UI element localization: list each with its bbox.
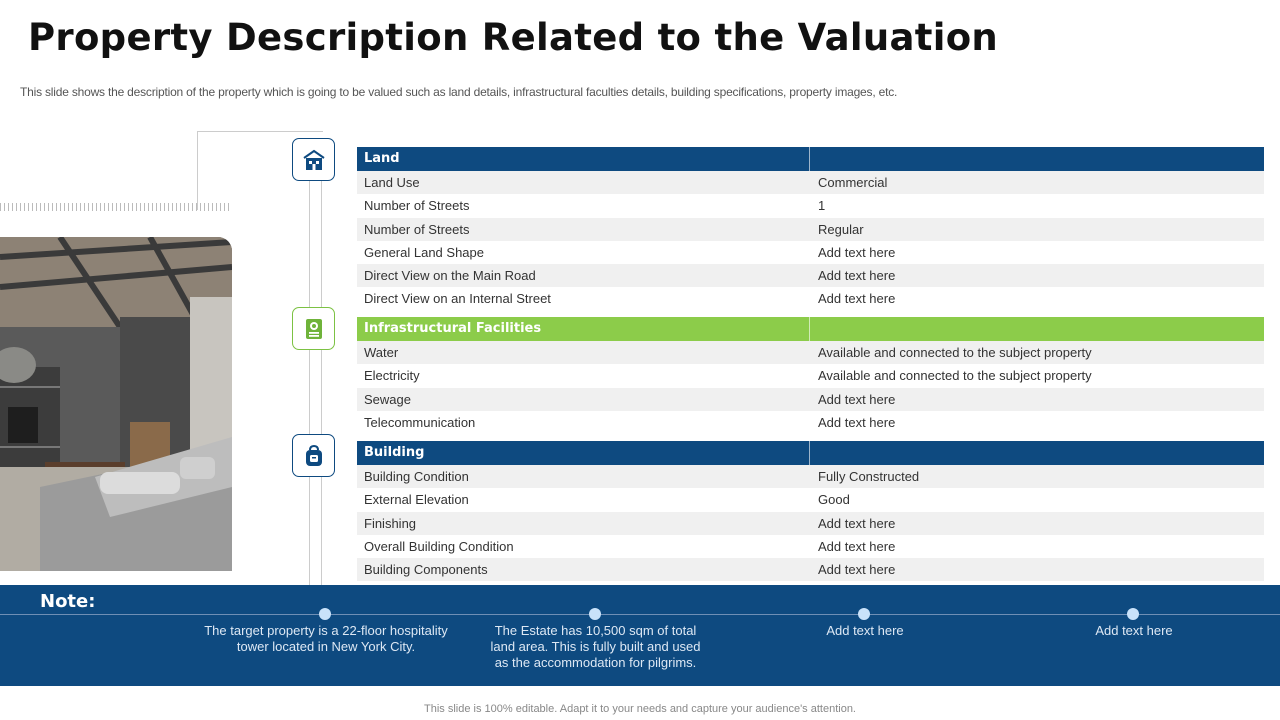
infrastructure-section-title: Infrastructural Facilities <box>357 317 810 341</box>
table-row <box>357 241 1264 264</box>
table-row <box>357 388 1264 411</box>
note-dot <box>1127 608 1139 620</box>
row-value: 1 <box>818 198 826 214</box>
row-label: External Elevation <box>364 492 469 508</box>
page-subtitle: This slide shows the description of the property which is going to be valued such as land details, infrastructural faculties details, building specifications, property images, etc. <box>20 85 898 99</box>
note-dot <box>319 608 331 620</box>
infrastructure-section <box>357 317 1264 434</box>
table-row <box>357 287 1264 310</box>
row-label: Sewage <box>364 391 411 407</box>
table-row <box>357 171 1264 194</box>
row-value: Available and connected to the subject property <box>818 368 1092 384</box>
row-label: Telecommunication <box>364 414 476 430</box>
page-title: Property Description Related to the Valuation <box>28 16 999 59</box>
row-label: Finishing <box>364 515 417 531</box>
row-label: Building Condition <box>364 469 469 484</box>
row-label: Number of Streets <box>364 221 470 237</box>
row-value: Add text here <box>818 538 896 554</box>
row-value: Regular <box>818 221 864 237</box>
infrastructure-icon-box <box>292 307 335 350</box>
table-row <box>357 465 1264 488</box>
row-label: Number of Streets <box>364 198 470 214</box>
row-value: Commercial <box>818 175 888 190</box>
infrastructure-section-header <box>357 317 1264 341</box>
table-row <box>357 411 1264 434</box>
building-section <box>357 441 1264 581</box>
row-label: General Land Shape <box>364 244 484 260</box>
table-row <box>357 364 1264 387</box>
note-panel <box>0 585 1280 686</box>
table-row <box>357 512 1264 535</box>
note-item: The Estate has 10,500 sqm of total land area. This is fully built and used as the accommodation for pilgrims. <box>490 623 701 670</box>
row-label: Water <box>364 345 399 360</box>
building-section-header <box>357 441 1264 465</box>
note-item: Add text here <box>1095 623 1173 638</box>
note-label: Note: <box>40 591 96 612</box>
land-section-header <box>357 147 1264 171</box>
row-label: Direct View on the Main Road <box>364 268 536 284</box>
table-row <box>357 341 1264 364</box>
building-icon-box <box>292 434 335 477</box>
timeline-connector <box>309 180 322 586</box>
row-label: Land Use <box>364 175 420 190</box>
land-section-title: Land <box>357 147 810 171</box>
decorative-hatch-strip <box>0 203 230 211</box>
note-dot <box>858 608 870 620</box>
row-value: Add text here <box>818 291 896 307</box>
row-label: Direct View on an Internal Street <box>364 291 551 307</box>
building-section-title: Building <box>357 441 810 465</box>
row-value: Add text here <box>818 515 896 531</box>
row-label: Building Components <box>364 562 488 578</box>
table-row <box>357 488 1264 511</box>
note-dot <box>589 608 601 620</box>
row-value: Add text here <box>818 268 896 284</box>
land-section <box>357 147 1264 311</box>
note-timeline-line <box>0 614 1280 615</box>
table-row <box>357 558 1264 581</box>
row-value: Good <box>818 492 850 508</box>
table-row <box>357 535 1264 558</box>
row-value: Add text here <box>818 244 896 260</box>
row-value: Add text here <box>818 391 896 407</box>
property-photo <box>0 237 232 571</box>
document-icon <box>302 317 326 341</box>
note-item: Add text here <box>826 623 904 638</box>
row-label: Electricity <box>364 368 420 384</box>
note-item: The target property is a 22-floor hospitality tower located in New York City. <box>204 623 448 654</box>
row-value: Add text here <box>818 562 896 578</box>
row-value: Add text here <box>818 414 896 430</box>
table-row <box>357 264 1264 287</box>
row-value: Fully Constructed <box>818 469 920 484</box>
table-row <box>357 194 1264 217</box>
row-label: Overall Building Condition <box>364 538 514 554</box>
backpack-icon <box>302 444 326 468</box>
row-value: Available and connected to the subject property <box>818 345 1092 360</box>
footer-text: This slide is 100% editable. Adapt it to your needs and capture your audience's attention. <box>424 703 856 715</box>
land-icon-box <box>292 138 335 181</box>
table-row <box>357 218 1264 241</box>
building-icon <box>302 148 326 172</box>
